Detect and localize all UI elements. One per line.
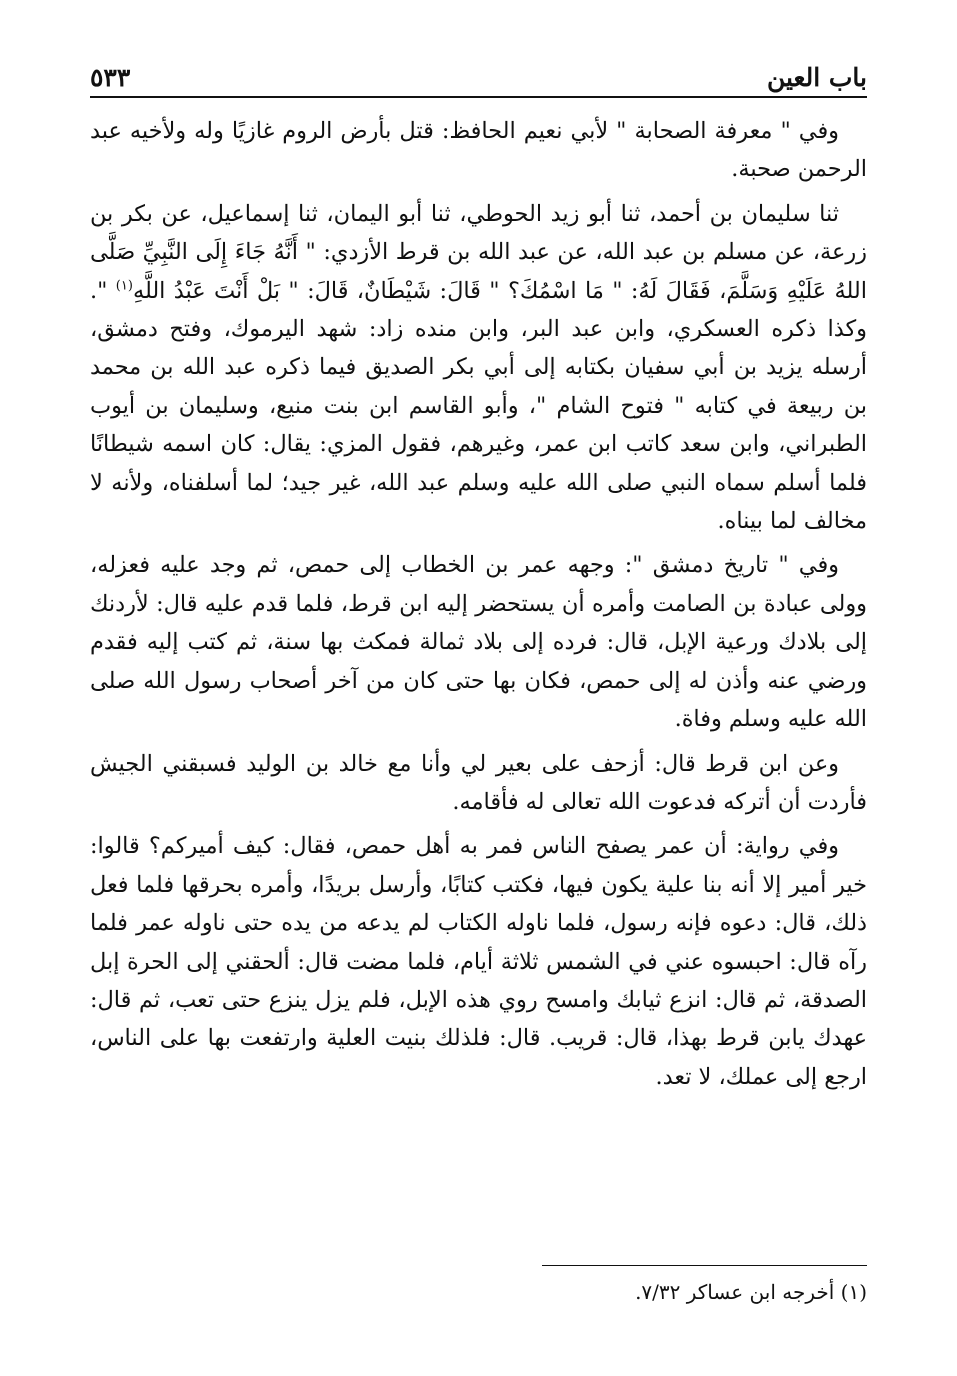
- page-number: ٥٣٣: [90, 63, 131, 92]
- paragraph-text-continued: ". وكذا ذكره العسكري، وابن عبد البر، وابن منده زاد: شهد اليرموك، وفتح دمشق، أرسله يزيد بن أبي سفيان بكتابه إلى أبي بكر الصديق فيما ذكره عبد الله بن محمد بن ربيعة في كتابه " فتوح الشام "، وأبو القاسم ابن بنت منيع، وسليمان بن أيوب الطبراني، وابن سعد كاتب ابن عمر، وغيرهم، فقول المزي: يقال: كان اسمه شيطانًا فلما أسلم سماه النبي صلى الله عليه وسلم عبد الله، غير جيد؛ لما أسلفناه، ولأنه لا مخالف لما بيناه.: [90, 277, 867, 535]
- paragraph-3: [90, 546, 867, 738]
- footnote-divider: [542, 1265, 867, 1266]
- main-text: [90, 112, 867, 1102]
- footnote-text: (١) أخرجه ابن عساكر ٧/٣٢.: [635, 1280, 867, 1304]
- footnote: [90, 1277, 867, 1307]
- paragraph-text: وفي " معرفة الصحابة " لأبي نعيم الحافظ: قتل بأرض الروم غازيًا وله ولأخيه عبد الرحمن صحبة.: [90, 118, 867, 183]
- paragraph-1: [90, 112, 867, 189]
- paragraph-text: ثنا سليمان بن أحمد، ثنا أبو زيد الحوطي، ثنا أبو اليمان، ثنا إسماعيل، عن بكر بن زرعة، عن مسلم بن عبد الله، عن عبد الله بن قرط الأزدي: " أَنَّهُ جَاءَ إِلَى النَّبِيِّ صَلَّى اللهُ عَلَيْهِ وَسَلَّمَ، فَقَالَ لَهُ: " مَا اسْمُكَ؟ " قَالَ: شَيْطَانٌ، قَالَ: " بَلْ أَنْتَ عَبْدُ اللَّهِ: [90, 200, 867, 304]
- footnote-reference[interactable]: (١): [115, 278, 133, 294]
- running-header: [90, 58, 867, 98]
- paragraph-5: [90, 827, 867, 1096]
- paragraph-2: [90, 195, 867, 541]
- paragraph-text: وفي رواية: أن عمر يصفح الناس فمر به أهل حمص، فقال: كيف أميركم؟ قالوا: خير أمير إلا أنه بنا علية يكون فيها، فكتب كتابًا، وأرسل بريدًا، وأمره بحرقها فلما فعل ذلك، قال: دعوه فإنه رسول، فلما ناوله الكتاب لم يدعه من يده حتى ناوله عمر فلما رآه قال: احبسوه عني في الشمس ثلاثة أيام، فلما مضت قال: ألحقني إلى الحرة إبل الصدقة، ثم قال: انزع ثيابك وامسح روي هذه الإبل، فلم يزل ينزع حتى تعب، ثم قال: عهدك يابن قرط بهذا، قال: قريب. قال: فلذلك بنيت العلية وارتفعت بها على الناس، ارجع إلى عملك، لا تعد.: [90, 833, 867, 1090]
- paragraph-4: [90, 745, 867, 822]
- chapter-title: باب العين: [766, 63, 867, 92]
- paragraph-text: وعن ابن قرط قال: أزحف على بعير لي وأنا مع خالد بن الوليد فسبقني الجيش فأردت أن أتركه فدعوت الله تعالى له فأقامه.: [90, 750, 867, 815]
- paragraph-text: وفي " تاريخ دمشق ": وجهه عمر بن الخطاب إلى حمص، ثم وجد عليه فعزله، وولى عبادة بن الصامت وأمره أن يستحضر إليه ابن قرط، فلما قدم عليه قال: لأردنك إلى بلادك ورعية الإبل، قال: فرده إلى بلاد ثمالة فمكث بها سنة، ثم كتب إليه فقدم ورضي عنه وأذن له إلى حمص، فكان بها حتى كان من آخر أصحاب رسول الله صلى الله عليه وسلم وفاة.: [90, 552, 867, 733]
